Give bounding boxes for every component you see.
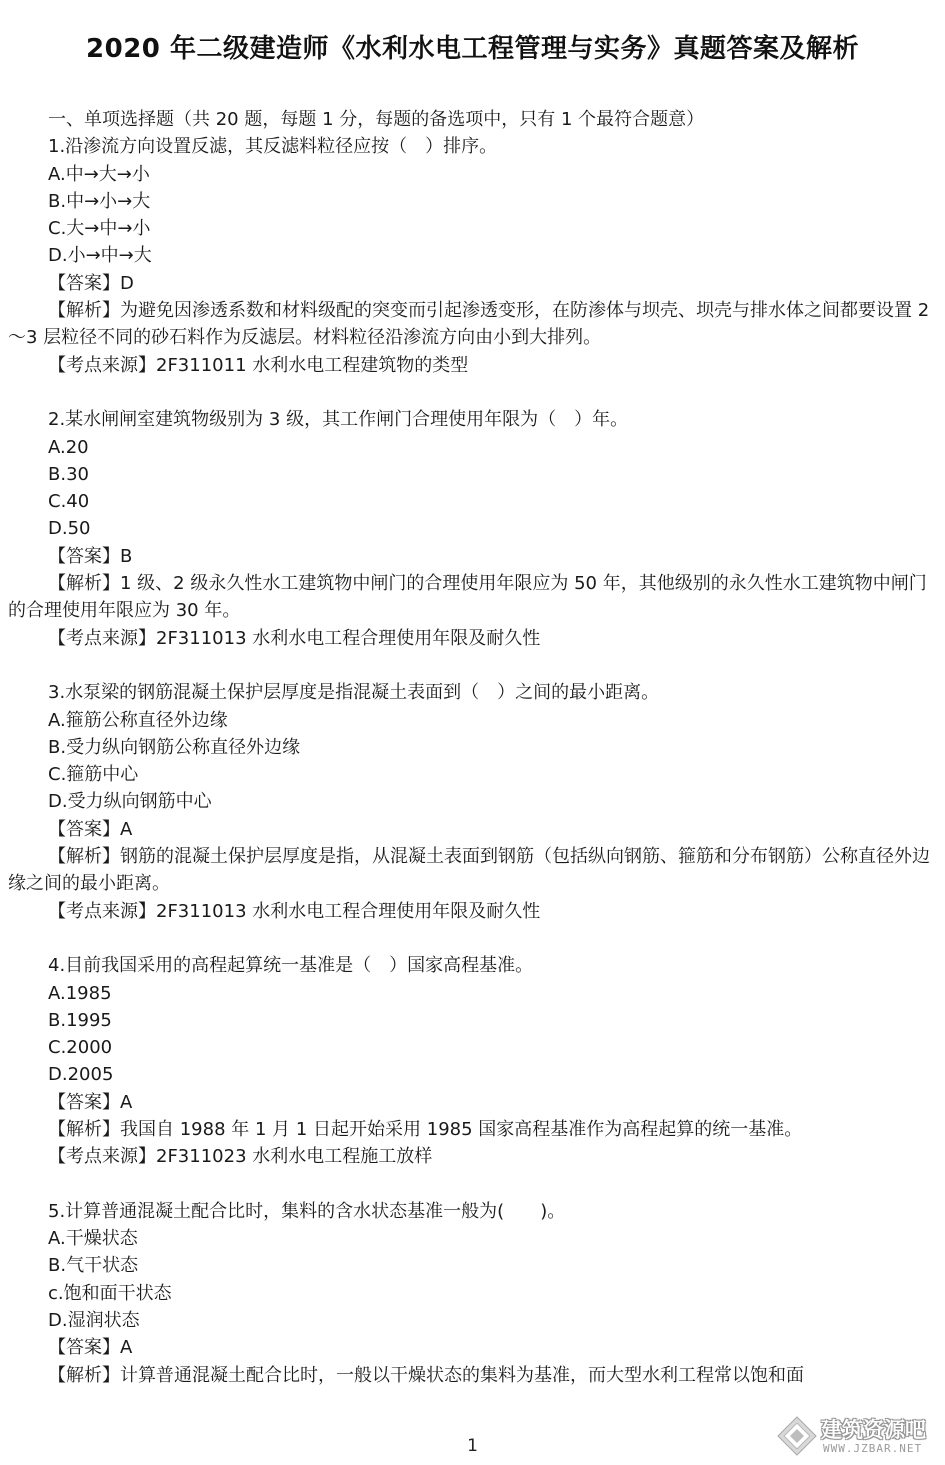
site-watermark [777,1412,937,1460]
question-option: D.2005 [48,1064,114,1086]
question-option: C.40 [48,491,90,513]
answer-line: 【答案】A [48,818,133,840]
question-stem: 3.水泵梁的钢筋混凝土保护层厚度是指混凝土表面到（ ）之间的最小距离。 [48,682,660,704]
question-option: A.1985 [48,982,112,1004]
answer-line: 【答案】A [48,1091,133,1113]
question-option: C.大→中→小 [48,218,151,240]
question-option: B.1995 [48,1009,112,1031]
spacer [0,652,945,679]
page-title: 2020 年二级建造师《水利水电工程管理与实务》真题答案及解析 [86,34,859,64]
question-option: C.箍筋中心 [48,764,139,786]
analysis-paragraph: 【解析】计算普通混凝土配合比时，一般以干燥状态的集料为基准，而大型水利工程常以饱和面 [48,1364,804,1386]
watermark-name: 建筑资源吧 [821,1418,926,1442]
question-option: B.受力纵向钢筋公称直径外边缘 [48,736,301,758]
watermark-url: WWW.JZBAR.NET [823,1442,923,1455]
page-number: 1 [467,1436,478,1456]
question-option: B.气干状态 [48,1255,139,1277]
question-option: D.受力纵向钢筋中心 [48,791,212,813]
question-option: D.小→中→大 [48,245,152,267]
spacer [0,1171,945,1198]
source-line: 【考点来源】2F311011 水利水电工程建筑物的类型 [48,354,469,376]
diamond-logo-icon [777,1416,817,1456]
question-option: c.饱和面干状态 [48,1282,172,1304]
question-option: B.中→小→大 [48,190,151,212]
source-line: 【考点来源】2F311023 水利水电工程施工放样 [48,1146,433,1168]
analysis-paragraph: 【解析】我国自 1988 年 1 月 1 日起开始采用 1985 国家高程基准作为高程起算的统一基准。 [48,1118,803,1140]
question-option: A.20 [48,436,89,458]
document-body [0,106,945,1389]
question-option: A.中→大→小 [48,163,150,185]
answer-line: 【答案】B [48,545,133,567]
source-line: 【考点来源】2F311013 水利水电工程合理使用年限及耐久性 [48,627,541,649]
question-option: A.箍筋公称直径外边缘 [48,709,228,731]
analysis-paragraph: 【解析】1 级、2 级永久性水工建筑物中闸门的合理使用年限应为 50 年，其他级别的永久性水工建筑物中闸门的合理使用年限应为 30 年。 [8,573,927,622]
spacer [0,925,945,952]
analysis-paragraph: 【解析】为避免因渗透系数和材料级配的突变而引起渗透变形，在防渗体与坝壳、坝壳与排水体之间都要设置 2～3 层粒径不同的砂石料作为反滤层。材料粒径沿渗流方向由小到大排列。 [8,300,930,349]
question-stem: 2.某水闸闸室建筑物级别为 3 级，其工作闸门合理使用年限为（ ）年。 [48,409,629,431]
answer-line: 【答案】D [48,272,134,294]
answer-line: 【答案】A [48,1337,133,1359]
question-stem: 1.沿渗流方向设置反滤，其反滤料粒径应按（ ）排序。 [48,136,498,158]
spacer [0,379,945,406]
section-heading: 一、单项选择题（共 20 题，每题 1 分，每题的备选项中，只有 1 个最符合题意） [48,109,705,130]
analysis-paragraph: 【解析】钢筋的混凝土保护层厚度是指，从混凝土表面到钢筋（包括纵向钢筋、箍筋和分布钢筋）公称直径外边缘之间的最小距离。 [8,846,930,895]
source-line: 【考点来源】2F311013 水利水电工程合理使用年限及耐久性 [48,900,541,922]
question-option: A.干燥状态 [48,1228,138,1250]
question-stem: 5.计算普通混凝土配合比时，集料的含水状态基准一般为( )。 [48,1200,566,1222]
question-option: C.2000 [48,1037,113,1059]
question-stem: 4.目前我国采用的高程起算统一基准是（ ）国家高程基准。 [48,955,534,977]
question-option: D.50 [48,518,91,540]
question-option: D.湿润状态 [48,1310,140,1332]
question-option: B.30 [48,463,89,485]
